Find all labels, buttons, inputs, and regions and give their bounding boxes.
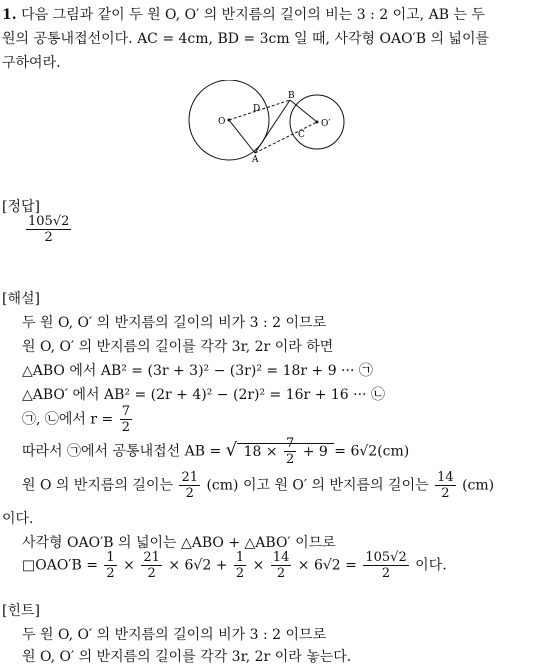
solution-line-8: 이다.	[2, 511, 34, 527]
radius-o-prime-denominator: 2	[441, 486, 450, 501]
label-c: C	[298, 130, 305, 140]
area-lhs: □OAO′B =	[22, 557, 98, 574]
segment-ao-prime	[255, 122, 317, 153]
hint-line-2: 원 O, O′ 의 반지름의 길이를 각각 3r, 2r 이라 놓는다.	[22, 649, 352, 665]
tangent-ab	[255, 100, 290, 153]
answer-numerator: 105√2	[28, 214, 70, 229]
solution-line-2: 원 O, O′ 의 반지름의 길이를 각각 3r, 2r 이라 하면	[22, 339, 334, 355]
answer-header: [정답]	[2, 199, 40, 215]
hint-header: [힌트]	[2, 603, 40, 619]
solution-line-7-text-b: (cm) 이고 원 O′ 의 반지름의 길이는	[206, 477, 429, 494]
solution-line-9: 사각형 OAO′B 의 넓이는 △ABO + △ABO′ 이므로	[22, 535, 336, 551]
label-b: B	[288, 91, 295, 101]
radicand-part-1: 18 ×	[243, 443, 278, 460]
radicand-part-2: + 9	[302, 443, 328, 460]
solution-line-7-unit: (cm)	[462, 477, 495, 494]
center-o	[228, 119, 231, 122]
radius-o-denominator: 2	[185, 486, 194, 501]
label-d: D	[253, 104, 261, 114]
radicand-numerator: 7	[286, 436, 295, 451]
hint-line-1: 두 원 O, O′ 의 반지름의 길이의 비가 3 : 2 이므로	[22, 627, 327, 643]
area-end: 이다.	[415, 557, 447, 574]
r-numerator: 7	[121, 404, 131, 419]
solution-line-1: 두 원 O, O′ 의 반지름의 길이의 비가 3 : 2 이므로	[22, 315, 327, 331]
segment-oa	[229, 120, 255, 153]
solution-line-7-text-a: 원 O 의 반지름의 길이는	[22, 477, 173, 494]
answer-denominator: 2	[44, 230, 53, 245]
answer-fraction	[24, 214, 73, 245]
center-o-prime	[316, 121, 319, 124]
label-o-prime: O′	[321, 119, 331, 129]
problem-text-1: 다음 그림과 같이 두 원 O, O′ 의 반지름의 길이의 비는 3 : 2 이고, AB 는 두	[21, 7, 485, 23]
radius-o-prime-numerator: 14	[437, 470, 454, 485]
ab-result: = 6√2(cm)	[334, 443, 410, 460]
solution-header: [해설]	[2, 291, 40, 307]
solution-line-5	[22, 404, 134, 435]
label-o: O	[218, 117, 226, 127]
solution-line-7	[22, 470, 494, 501]
label-a: A	[252, 155, 259, 165]
radius-o-numerator: 21	[181, 470, 198, 485]
solution-line-3: △ABO 에서 AB² = (3r + 3)² − (3r)² = 18r + 9 ··· ㉠	[22, 363, 373, 379]
solution-line-6-text: 따라서 ㉠에서 공통내접선 AB =	[22, 443, 222, 460]
problem-text-3: 구하여라.	[2, 55, 61, 71]
problem-text-2: 원의 공통내접선이다. AC = 4cm, BD = 3cm 일 때, 사각형 OAO′B 의 넓이를	[2, 31, 490, 47]
r-denominator: 2	[121, 420, 131, 435]
solution-line-5-text: ㉠, ㉡에서 r =	[22, 411, 114, 428]
problem-number: 1.	[2, 7, 17, 23]
area-numerator: 105√2	[365, 550, 407, 565]
solution-line-6: 따라서 ㉠에서 공통내접선 AB = √ 18 × $\frac{7}{2}$ + 9 = 6√2(cm)	[22, 436, 410, 467]
two-circles-figure	[185, 80, 355, 170]
segment-bo-prime	[290, 100, 317, 122]
solution-line-10: □OAO′B = $\frac{1}{2}$ × $\frac{21}{2}$ × 6√2 + $\frac{1}{2}$ × $\frac{14}{2}$ × 6√2 = $\frac{105√2}{2}$ 이다.	[22, 550, 447, 581]
problem-line-1	[2, 4, 485, 24]
radicand-denominator: 2	[286, 452, 295, 467]
solution-line-4: △ABO′ 에서 AB² = (2r + 4)² − (2r)² = 16r + 16 ··· ㉡	[22, 387, 385, 403]
area-denominator: 2	[381, 566, 391, 581]
